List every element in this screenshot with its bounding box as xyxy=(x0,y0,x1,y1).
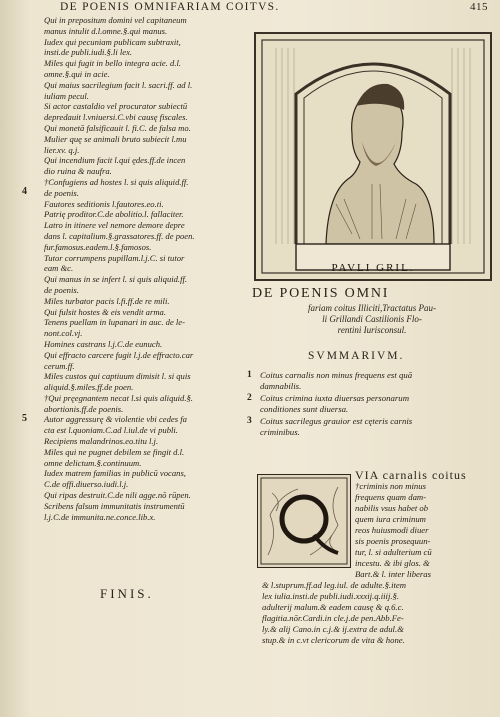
summarium-line: Coitus sacrilegus grauior est cęteris carnis xyxy=(260,416,413,426)
summarium-number: 1 xyxy=(247,370,252,380)
text-line: Iudex matrem familias in publicū vocans, xyxy=(44,468,186,479)
text-line: Qui monetā falsificauit l. fi.C. de falsa mo. xyxy=(44,122,191,133)
text-line: nont.col.vj. xyxy=(44,328,83,339)
summarium-list xyxy=(247,370,490,439)
body-line: Bart.& l. inter liberas xyxy=(355,569,432,579)
marginal-note: 4 xyxy=(22,186,27,197)
text-line: †Qui pręegnantem necat l.si quis aliquid.§. xyxy=(44,392,193,403)
body-line: incestu. & ibi glos. & xyxy=(355,558,430,568)
body-line: lex iulia.insti.de publi.iudi.xxxij.q.iiij.§. xyxy=(262,591,400,601)
text-line: Miles qui ne pugnet debilem se fingit d.l. xyxy=(44,446,185,457)
text-line: Qui manus in se infert l. si quis aliquid.ff. xyxy=(44,274,187,285)
summarium-heading: SVMMARIVM. xyxy=(308,350,405,362)
text-line: Si actor castaldio vel procurator subiectū xyxy=(44,101,188,112)
body-line: nabilis vsus habet ob xyxy=(355,503,429,513)
text-line: Miles turbator pacis l.fi.ff.de re mili. xyxy=(44,295,170,306)
text-line: Autor aggressurę & violentie vbi cedes fa xyxy=(44,414,187,425)
text-line: Qui effracto carcere fugit l.j.de effracto.car xyxy=(44,349,194,360)
subtitle-line: fariam coitus Illiciti,Tractatus Pau- xyxy=(308,303,436,313)
author-portrait xyxy=(254,32,492,281)
text-line: aliquid.§.miles.ff.de poen. xyxy=(44,382,134,393)
running-title: DE POENIS OMNIFARIAM COITVS. xyxy=(60,1,280,13)
text-line: fur.famosus.eadem.l.§.famosos. xyxy=(44,241,152,252)
body-line: frequens quam dam- xyxy=(355,492,427,502)
subtitle-line: li Grillandi Castilionis Flo- xyxy=(322,314,422,324)
body-line: ly.& alij Cano.in c.j.& ij.extra de adul.& xyxy=(262,624,404,634)
finis-label: FINIS. xyxy=(100,586,154,601)
text-line: iuliam pecul. xyxy=(44,90,89,101)
text-line: Fautores seditionis l.fautores.eo.ti. xyxy=(44,198,164,209)
text-line: dio ruina & naufra. xyxy=(44,166,112,177)
summarium-item xyxy=(247,393,490,415)
text-line: Scribens falsum immunitatis instrumentū xyxy=(44,500,185,511)
text-line: Qui in prepositum domini vel capitaneum xyxy=(44,15,187,25)
text-line: Homines castrans l.j.C.de eunuch. xyxy=(44,338,163,349)
text-line: Tutor corrumpens pupillam.l.j.C. si tutor xyxy=(44,252,185,263)
page-header xyxy=(60,0,488,16)
text-line: Qui maius sacrilegium facit l. sacri.ff. ad l. xyxy=(44,79,193,90)
body-text xyxy=(262,470,488,646)
text-line: manus intulit d.l.omne.§.qui manus. xyxy=(44,25,168,36)
text-line: de poenis. xyxy=(44,284,79,295)
body-line: adulterij malum.& eadem causę & q.6.c. xyxy=(262,602,404,612)
body-line: sis poenis prosequun- xyxy=(355,536,431,546)
summarium-item xyxy=(247,370,490,392)
subtitle-line: rentini Iurisconsul. xyxy=(337,325,407,335)
text-line: †Confugiens ad hostes l. si quis aliquid.ff. xyxy=(44,176,189,187)
summarium-number: 2 xyxy=(247,393,252,403)
summarium-line: conditiones sunt diuersa. xyxy=(260,404,349,414)
portrait-caption: PAVLI GRIL. xyxy=(331,262,415,274)
summarium-item xyxy=(247,416,490,438)
summarium-number: 3 xyxy=(247,416,252,426)
body-line: reos huiusmodi diuer xyxy=(355,525,429,535)
text-line: abortionis.ff.de poenis. xyxy=(44,403,124,414)
page-number: 415 xyxy=(470,1,488,13)
body-line: stup.& in c.vt clericorum de vita & hone. xyxy=(262,635,405,645)
text-line: Recipiens malandrinos.eo.titu l.j. xyxy=(44,436,159,447)
text-line: depredauit l.vniuersi.C.vbi causę fiscales. xyxy=(44,112,188,123)
text-line: Qui incendium facit l.qui ędes.ff.de incen xyxy=(44,155,186,166)
text-line: Miles custos qui captiuum dimisit l. si quis xyxy=(44,371,191,382)
text-line: Latro in itinere vel nemore demore depre xyxy=(44,220,185,231)
text-line: Miles qui fugit in bello integra acie. d.l. xyxy=(44,58,182,69)
body-first-line: VIA carnalis coitus xyxy=(355,468,467,482)
left-column xyxy=(44,15,249,522)
summarium-line: criminibus. xyxy=(260,427,300,437)
text-line: Patrię proditor.C.de abolitio.l. fallaciter. xyxy=(44,209,184,220)
text-line: omne.§.qui in acie. xyxy=(44,68,110,79)
text-line: dans l. capitalium.§.grassatores.ff. de poen. xyxy=(44,230,195,241)
body-line: †criminis non minus xyxy=(355,481,426,491)
text-line: cerum.ff. xyxy=(44,360,75,371)
summarium-line: damnabilis. xyxy=(260,381,302,391)
text-line: Tenens puellam in lupanari in auc. de le- xyxy=(44,317,185,328)
text-line: cta est l.quoniam.C.ad l.iul.de vi publi. xyxy=(44,425,178,436)
text-line: omne delictum.§.continuum. xyxy=(44,457,142,468)
marginal-note: 5 xyxy=(22,413,27,424)
text-line: Mulier quę se animali bruto subiecit l.mu xyxy=(44,133,187,144)
text-line: insti.de publi.iudi.§.li lex. xyxy=(44,47,133,58)
body-line: quem iura criminum xyxy=(355,514,426,524)
text-line: Qui fulsit hostes & eis vendit arma. xyxy=(44,306,166,317)
summarium-line: Coitus carnalis non minus frequens est quā xyxy=(260,370,413,380)
summarium-line: Coitus crimina iuxta diuersas personarum xyxy=(260,393,410,403)
portrait-woodcut-image xyxy=(256,34,490,279)
text-line: C.de offi.diuerso.iudi.l.j. xyxy=(44,479,129,490)
text-line: l.j.C.de immunita.ne.conce.lib.x. xyxy=(44,511,156,522)
body-line: & l.stuprum.ff.ad leg.iul. de adulte.§.item xyxy=(262,580,407,590)
text-line: Qui ripas destruit.C.de nili agge.nō rūpen. xyxy=(44,490,191,501)
body-line: tur, l. si adulterium cū xyxy=(355,547,432,557)
treatise-title: DE POENIS OMNI xyxy=(252,286,390,301)
text-line: Iudex qui pecuniam publicam subtraxit, xyxy=(44,36,181,47)
treatise-subtitle xyxy=(262,303,482,336)
body-line: flagitia.nōr.Cardi.in cle.j.de pen.Abb.Fe- xyxy=(262,613,404,623)
text-line: de poenis. xyxy=(44,187,79,198)
text-line: lier.xv. q.j. xyxy=(44,144,80,155)
text-line: eam &c. xyxy=(44,263,74,274)
